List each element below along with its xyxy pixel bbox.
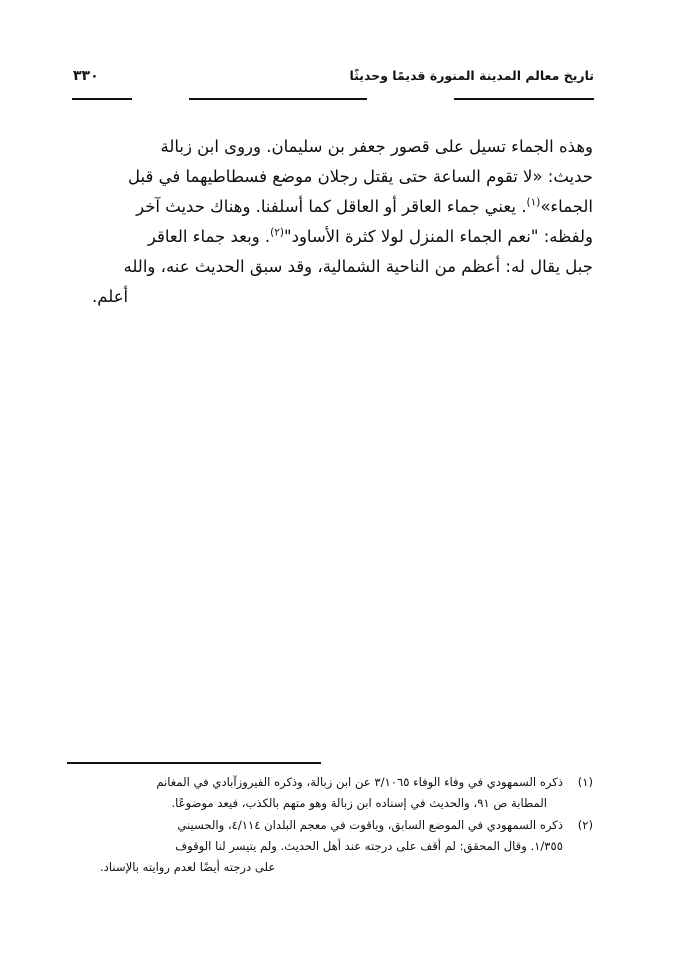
body-line-4-text: ولفظه: "نعم الجماء المنزل لولا كثرة الأساود" [284, 227, 593, 246]
page-number: ٣٣٠ [73, 68, 99, 84]
body-line-4 [86, 222, 593, 252]
body-line-6: أعلم. [92, 287, 129, 306]
body-line-2: حديث: «لا تقوم الساعة حتى يقتل رجلان موضع فسطاطيهما في قبل [128, 167, 593, 186]
footnote-1-line-1: ذكره السمهودي في وفاء الوفاء ٣/١٠٦٥ عن ابن زبالة، وذكره الفيروزآبادي في المغانم [156, 775, 563, 789]
footnote-1-marker: (١) [577, 775, 593, 789]
body-line-5: جبل يقال له: أعظم من الناحية الشمالية، وقد سبق الحديث عنه، والله [123, 257, 593, 276]
body-line-3-tail: . يعني جماء العاقر أو العاقل كما أسلفنا. وهناك حديث آخر [136, 197, 527, 216]
body-paragraph [86, 132, 593, 312]
header-rule-page-number [72, 98, 132, 100]
footnote-2-marker: (٢) [577, 818, 593, 832]
footnote-2-line-1: ذكره السمهودي في الموضع السابق، وياقوت في معجم البلدان ٤/١١٤، والحسيني [177, 818, 563, 832]
running-head [67, 68, 612, 108]
footnote-separator [67, 762, 321, 764]
header-rule-title [454, 98, 594, 100]
running-head-title: تاريخ معالم المدينة المنورة قديمًا وحديثًا [349, 68, 594, 83]
body-line-1: وهذه الجماء تسيل على قصور جعفر بن سليمان. وروى ابن زبالة [160, 137, 593, 156]
footnote-1-line-2: المطابة ص ٩١، والحديث في إسناده ابن زبالة وهو متهم بالكذب، فيعد موضوعًا. [171, 796, 547, 810]
footnotes-section [70, 772, 593, 879]
footnote-reference-2[interactable]: (٢) [270, 226, 285, 239]
body-line-3-text: الجماء» [540, 197, 593, 216]
body-line-3 [86, 192, 593, 222]
footnote-2 [70, 815, 593, 878]
footnote-1 [70, 772, 593, 814]
body-line-4-tail: . وبعد جماء العاقر [147, 227, 271, 246]
body-text [86, 132, 593, 312]
footnote-2-line-2: ١/٣٥٥. وقال المحقق: لم أقف على درجته عند أهل الحديث. ولم يتيسر لنا الوقوف [175, 839, 563, 853]
header-rule-middle [189, 98, 367, 100]
footnote-2-line-3: على درجته أيضًا لعدم روايته بالإسناد. [100, 860, 276, 874]
footnote-reference-1[interactable]: (١) [526, 196, 541, 209]
